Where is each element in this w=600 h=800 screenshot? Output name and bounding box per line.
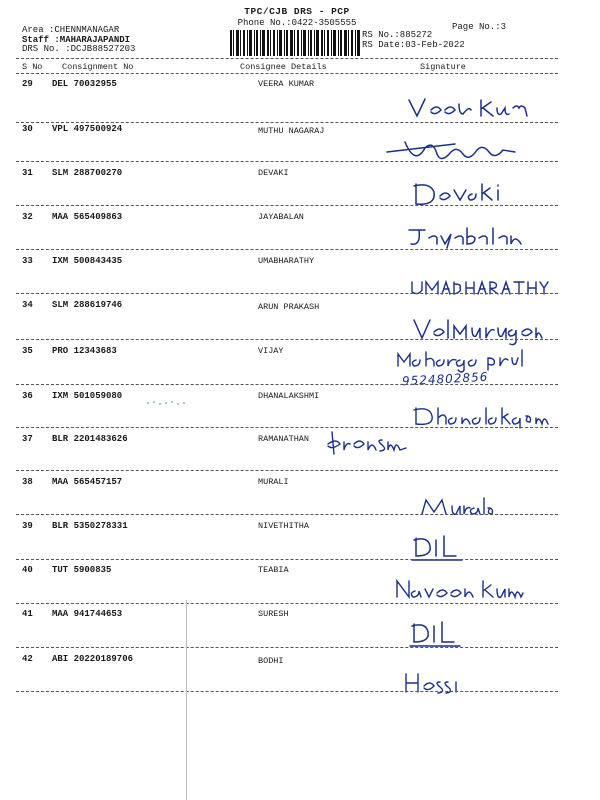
divider (16, 122, 558, 123)
row-consignment: IXM 500843435 (52, 256, 123, 266)
barcode-icon (230, 30, 360, 56)
divider (16, 205, 558, 206)
row-consignee: SURESH (258, 609, 289, 619)
row-consignee: ARUN PRAKASH (258, 302, 320, 312)
row-sno: 35 (22, 346, 33, 356)
row-consignee: MURALI (258, 477, 289, 487)
signature-image (385, 138, 525, 170)
area-label: Area :CHENNMANAGAR (22, 25, 120, 35)
row-consignment: DEL 70032955 (52, 79, 117, 89)
row-consignment: MAA 565409863 (52, 212, 123, 222)
col-sno: S No (22, 62, 43, 72)
row-consignment: BLR 2201483626 (52, 434, 128, 444)
row-consignee: UMABHARATHY (258, 256, 315, 266)
signature-image (408, 620, 468, 650)
signature-image (396, 348, 526, 370)
row-consignment: BLR 5350278331 (52, 521, 128, 531)
divider (16, 647, 558, 648)
row-consignee: RAMANATHAN (258, 434, 310, 444)
row-sno: 41 (22, 609, 33, 619)
rs-date: RS Date:03-Feb-2022 (362, 40, 465, 50)
header-center (222, 6, 372, 28)
staff-label: Staff :MAHARAJAPANDI (22, 34, 131, 45)
row-consignee: JAYABALAN (258, 212, 304, 222)
drs-number: DRS No. :DCJB88527203 (22, 44, 136, 54)
divider (16, 427, 558, 428)
row-consignment: IXM 501059080 (52, 391, 123, 401)
row-consignee: VEERA KUMAR (258, 79, 315, 89)
scan-line (186, 600, 187, 800)
row-consignee: TEABIA (258, 565, 289, 575)
phone-number: Phone No.:0422-3505555 (237, 18, 357, 28)
row-consignment: MAA 565457157 (52, 477, 123, 487)
signature-image (405, 224, 525, 250)
signature-image (405, 96, 535, 122)
speckle-mark (146, 400, 186, 406)
sheet-title: TPC/CJB DRS - PCP (244, 6, 350, 17)
divider (16, 384, 558, 385)
row-consignment: SLM 288619746 (52, 300, 123, 310)
divider (16, 73, 558, 74)
signature-image (395, 577, 530, 601)
rs-number: RS No.:885272 (362, 30, 433, 40)
row-sno: 36 (22, 391, 33, 401)
divider (16, 559, 558, 560)
divider (16, 470, 558, 471)
handwritten-note: 9524802856 (401, 369, 489, 389)
divider (16, 514, 558, 515)
row-sno: 31 (22, 168, 33, 178)
row-sno: 30 (22, 124, 33, 134)
signature-image (326, 430, 416, 456)
row-sno: 38 (22, 477, 33, 487)
row-sno: 34 (22, 300, 33, 310)
col-signature: Signature (420, 62, 466, 72)
header-left (22, 26, 135, 55)
divider (16, 58, 558, 59)
divider (16, 293, 558, 294)
row-sno: 39 (22, 521, 33, 531)
row-consignment: MAA 941744653 (52, 609, 123, 619)
col-consignee: Consignee Details (240, 62, 327, 72)
row-consignment: PRO 12343683 (52, 346, 117, 356)
row-consignee: MUTHU NAGARAJ (258, 126, 325, 136)
divider (16, 691, 558, 692)
row-consignment: VPL 497500924 (52, 124, 123, 134)
row-consignee: DHANALAKSHMI (258, 391, 320, 401)
row-consignee: NIVETHITHA (258, 521, 310, 531)
row-sno: 37 (22, 434, 33, 444)
signature-image (410, 180, 520, 208)
row-consignment: ABI 20220189706 (52, 654, 134, 664)
row-sno: 29 (22, 79, 33, 89)
row-sno: 33 (22, 256, 33, 266)
row-consignee: BODHI (258, 656, 284, 666)
col-consignment: Consignment No (62, 62, 134, 72)
row-consignee: VIJAY (258, 346, 284, 356)
divider (16, 249, 558, 250)
signature-image (410, 278, 550, 298)
header-right (362, 30, 465, 50)
divider (16, 161, 558, 162)
row-consignment: SLM 288700270 (52, 168, 123, 178)
page-number: Page No.:3 (452, 22, 507, 32)
divider (16, 339, 558, 340)
row-consignment: TUT 5900835 (52, 565, 112, 575)
row-consignee: DEVAKI (258, 168, 289, 178)
row-sno: 42 (22, 654, 33, 664)
row-sno: 40 (22, 565, 33, 575)
signature-image (412, 404, 552, 428)
row-sno: 32 (22, 212, 33, 222)
divider (16, 603, 558, 604)
